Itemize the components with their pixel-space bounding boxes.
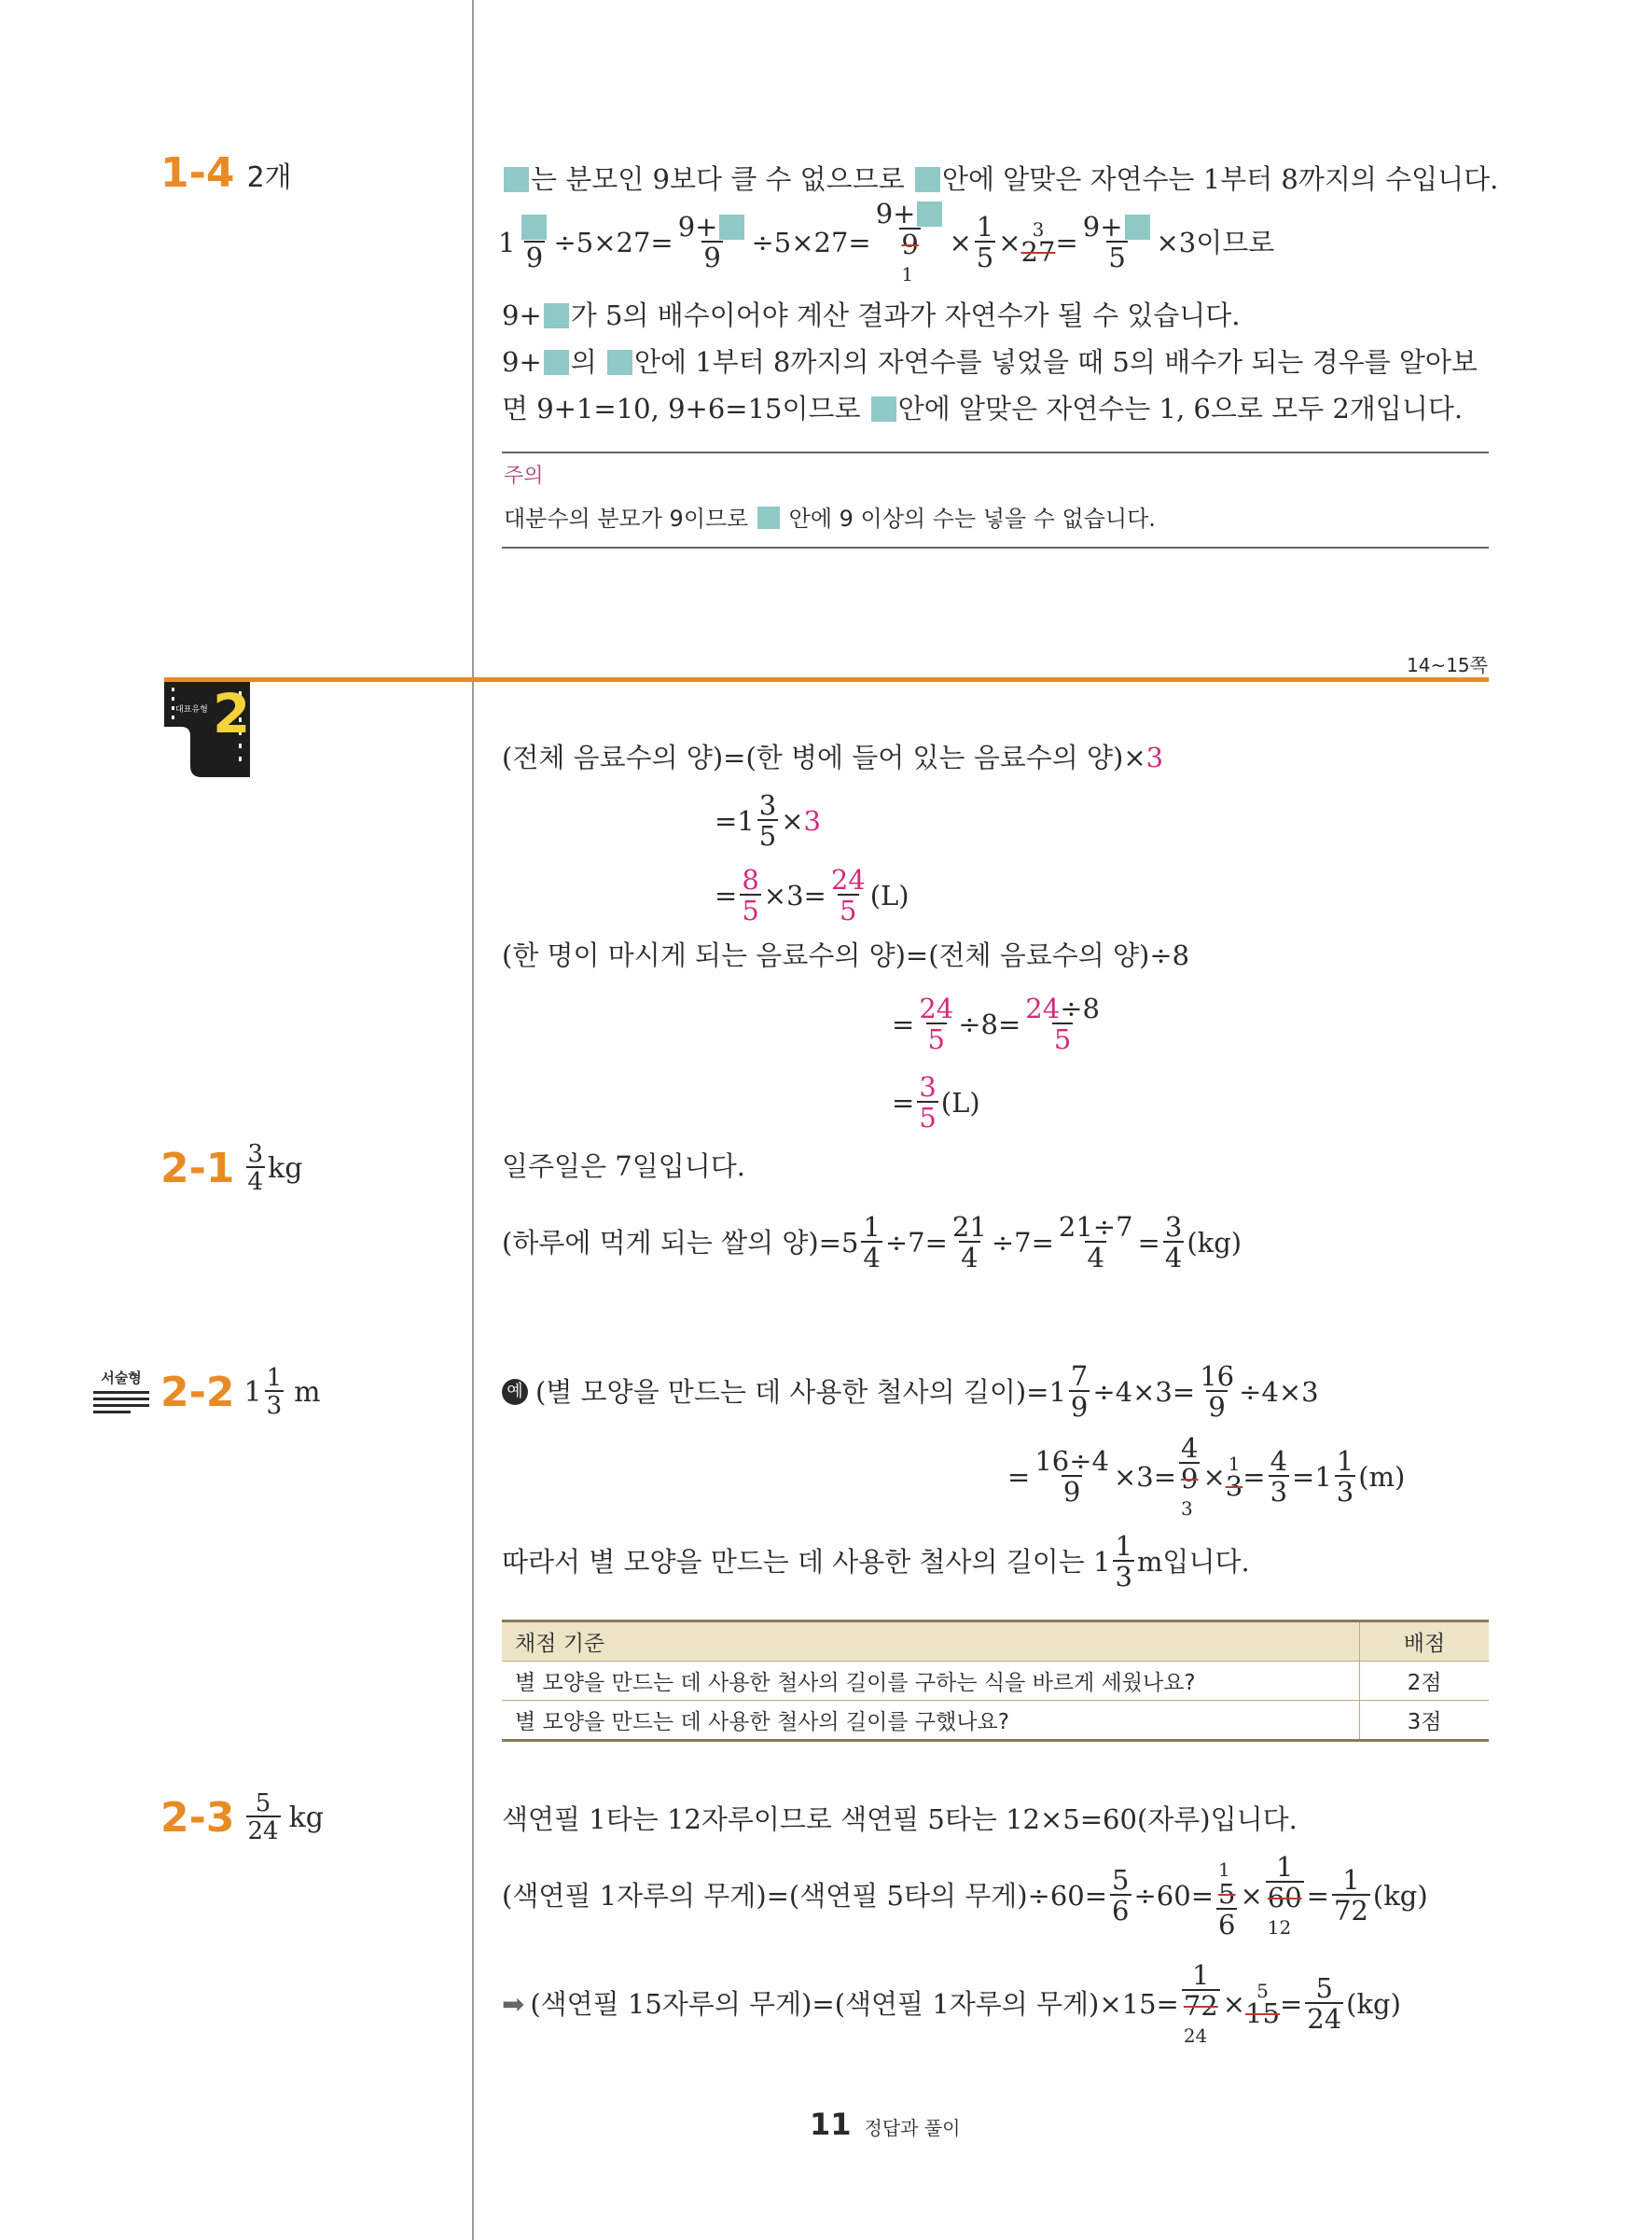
rep2-line-2: =1 $\frac{3}{5}$ × 3 xyxy=(715,789,821,852)
solution-2-2-line-1: 예 (별 모양을 만드는 데 사용한 철사의 길이)=1 $\frac{7}{9}$ ÷4×3= $\frac{16}{9}$ ÷4×3 xyxy=(502,1355,1319,1429)
solution-1-4-line-2: 1 9 ÷5×27= $\frac{9+}{9}$ ÷5×27= 9+ 9 1 × $\frac{1}{5}$ × 3 27 = $\frac{9+}{5}$ ×3이므로 xyxy=(498,197,1275,285)
essay-type-tag: 서술형 xyxy=(93,1368,149,1420)
rep2-line-1: (전체 음료수의 양)=(한 병에 들어 있는 음료수의 양)×3 xyxy=(502,742,1164,773)
note-title: 주의 xyxy=(504,465,544,488)
solution-2-1-line-2: (하루에 먹게 되는 쌀의 양)=5 $\frac{1}{4}$ ÷7= $\frac{21}{4}$ ÷7= $\frac{21\div 7}{4}$ = $\frac{3}{4}$ (kg) xyxy=(502,1211,1242,1273)
solution-2-2-line-3: 따라서 별 모양을 만드는 데 사용한 철사의 길이는 1 $\frac{1}{3}$ m입니다. xyxy=(502,1530,1250,1593)
blank-box xyxy=(915,167,940,192)
page-footer xyxy=(810,2107,961,2142)
column-divider xyxy=(472,0,474,2240)
solution-1-4-line-4: 9+ 의 안에 1부터 8까지의 자연수를 넣었을 때 5의 배수가 되는 경우를 알아보 xyxy=(502,346,1478,378)
solution-1-4-line-1: 는 분모인 9보다 클 수 없으므로 안에 알맞은 자연수는 1부터 8까지의 수입니다. xyxy=(502,162,1498,196)
footer-text: 정답과 풀이 xyxy=(864,2117,961,2139)
problem-2-3-header: 2-3 $\frac{5}{24}$ kg xyxy=(160,1789,324,1845)
note-bottom-rule xyxy=(502,547,1489,549)
rep2-line-6: = $\frac{3}{5}$ (L) xyxy=(892,1071,980,1134)
problem-1-4-header xyxy=(160,149,292,197)
page-range: 14~15쪽 xyxy=(1407,654,1488,676)
solution-2-3-line-3: ➡ (색연필 15자루의 무게)=(색연필 1자루의 무게)×15= 1 72 24 × 5 15 = $\frac{5}{24}$ (kg) xyxy=(502,1958,1401,2047)
section-divider xyxy=(164,677,1489,682)
note-top-rule xyxy=(502,452,1489,453)
solution-2-3-line-2: (색연필 1자루의 무게)=(색연필 5타의 무게)÷60= $\frac{5}{6}$ ÷60= 1 5 6 × 1 60 12 = $\frac{1}{72}$ (kg) xyxy=(502,1850,1428,1941)
scoring-header-criterion: 채점 기준 xyxy=(502,1621,1360,1662)
problem-label: 1-4 xyxy=(160,149,235,197)
solution-2-3-line-1: 색연필 1타는 12자루이므로 색연필 5타는 12×5=60(자루)입니다. xyxy=(502,1803,1298,1835)
blank-box xyxy=(504,167,529,192)
solution-2-1-line-1: 일주일은 7일입니다. xyxy=(502,1150,745,1182)
solution-2-2-line-2: = $\frac{16\div 4}{9}$ ×3= 4 9 3 × 1 3 = $\frac{4}{3}$ =1 $\frac{1}{3}$ (m) xyxy=(1007,1431,1406,1520)
answer: 2개 xyxy=(246,161,292,194)
solution-1-4-line-3: 9+ 가 5의 배수이어야 계산 결과가 자연수가 될 수 있습니다. xyxy=(502,299,1241,331)
rep2-line-5: = $\frac{24}{5}$ ÷8= $\frac{24\div 8}{5}$ xyxy=(892,993,1100,1055)
table-row: 별 모양을 만드는 데 사용한 철사의 길이를 구했나요? 3점 xyxy=(502,1701,1489,1741)
scoring-header-points: 배점 xyxy=(1360,1621,1490,1662)
problem-2-1-header: 2-1 $\frac{3}{4}$ kg xyxy=(160,1140,303,1196)
rep2-line-3: = $\frac{8}{5}$ ×3= $\frac{24}{5}$ (L) xyxy=(715,864,909,926)
badge-representative-type-2: 대표유형 2 xyxy=(164,682,250,777)
scoring-table xyxy=(502,1620,1489,1742)
rep2-line-4: (한 명이 마시게 되는 음료수의 양)=(전체 음료수의 양)÷8 xyxy=(502,939,1190,971)
problem-2-2-header: 2-2 1 $\frac{1}{3}$ m xyxy=(160,1364,321,1420)
note-text: 대분수의 분모가 9이므로 안에 9 이상의 수는 넣을 수 없습니다. xyxy=(504,506,1156,532)
arrow-right-icon: ➡ xyxy=(502,1988,525,2020)
solution-1-4-line-5: 면 9+1=10, 9+6=15이므로 안에 알맞은 자연수는 1, 6으로 모두 2개입니다. xyxy=(502,393,1464,424)
table-row: 별 모양을 만드는 데 사용한 철사의 길이를 구하는 식을 바르게 세웠나요? 2점 xyxy=(502,1662,1489,1701)
page-number: 11 xyxy=(810,2107,852,2142)
